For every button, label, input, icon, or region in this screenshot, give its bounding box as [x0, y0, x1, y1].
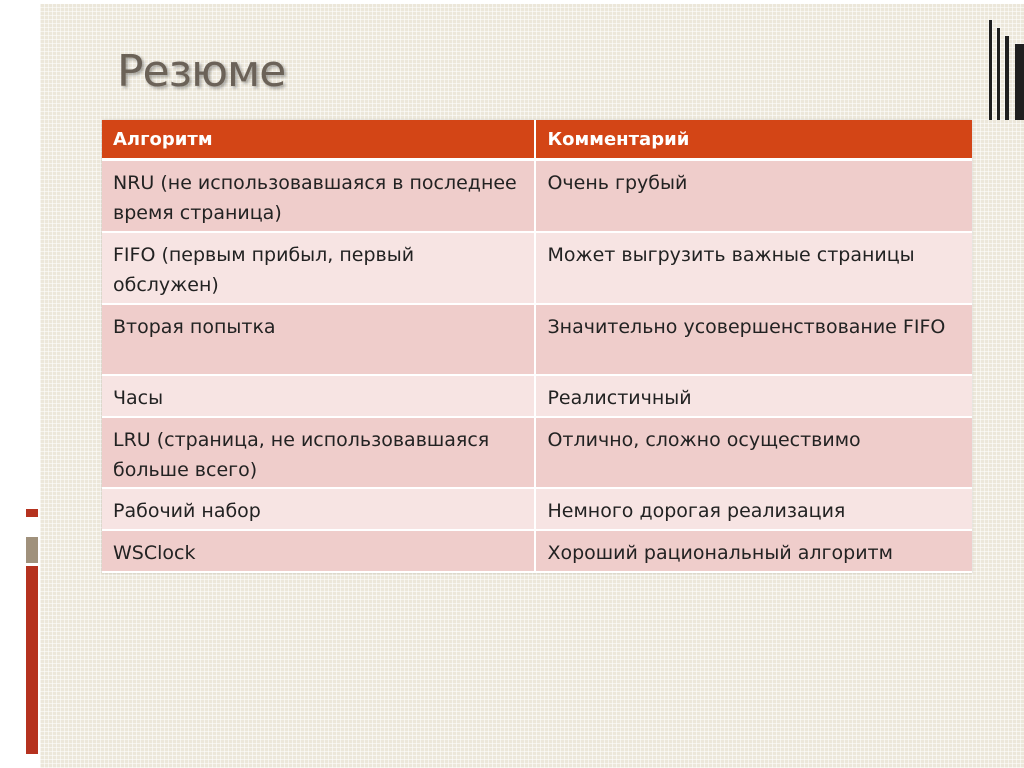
- header-algorithm: Алгоритм: [102, 120, 535, 160]
- algorithm-cell: NRU (не использовавшаяся в последнее время страница): [102, 160, 535, 232]
- deco-block-tan: [26, 537, 38, 563]
- deco-block-white: [26, 519, 38, 534]
- comment-cell: Реалистичный: [535, 375, 972, 417]
- comment-cell: Хороший рациональный алгоритм: [535, 530, 972, 572]
- table-row: [102, 417, 972, 488]
- decorative-side-blocks: [26, 0, 38, 768]
- algorithm-cell: WSClock: [102, 530, 535, 572]
- comment-cell: Значительно усовершенствование FIFO: [535, 304, 972, 375]
- table-row: [102, 304, 972, 375]
- corner-bar-3: [1005, 36, 1009, 120]
- table-row: [102, 530, 972, 572]
- table-row: [102, 232, 972, 304]
- deco-block-red-small: [26, 509, 38, 517]
- corner-bar-1: [989, 20, 992, 120]
- table-row: [102, 160, 972, 232]
- table-row: [102, 375, 972, 417]
- comment-cell: Немного дорогая реализация: [535, 488, 972, 530]
- algorithm-cell: Часы: [102, 375, 535, 417]
- comment-cell: Очень грубый: [535, 160, 972, 232]
- deco-block-red-long: [26, 566, 38, 754]
- corner-bars-logo: [989, 20, 1024, 120]
- comment-cell: Может выгрузить важные страницы: [535, 232, 972, 304]
- algorithm-cell: LRU (страница, не использовавшаяся больше всего): [102, 417, 535, 488]
- comment-cell: Отлично, сложно осуществимо: [535, 417, 972, 488]
- slide-title: Резюме: [117, 46, 286, 97]
- table-header-row: [102, 120, 972, 160]
- header-comment: Комментарий: [535, 120, 972, 160]
- table-row: [102, 488, 972, 530]
- top-band: [40, 0, 1024, 4]
- algorithm-cell: Рабочий набор: [102, 488, 535, 530]
- algorithm-cell: Вторая попытка: [102, 304, 535, 375]
- algorithm-cell: FIFO (первым прибыл, первый обслужен): [102, 232, 535, 304]
- corner-bar-2: [997, 28, 1000, 120]
- corner-bar-4: [1015, 44, 1024, 120]
- summary-table: [102, 120, 972, 573]
